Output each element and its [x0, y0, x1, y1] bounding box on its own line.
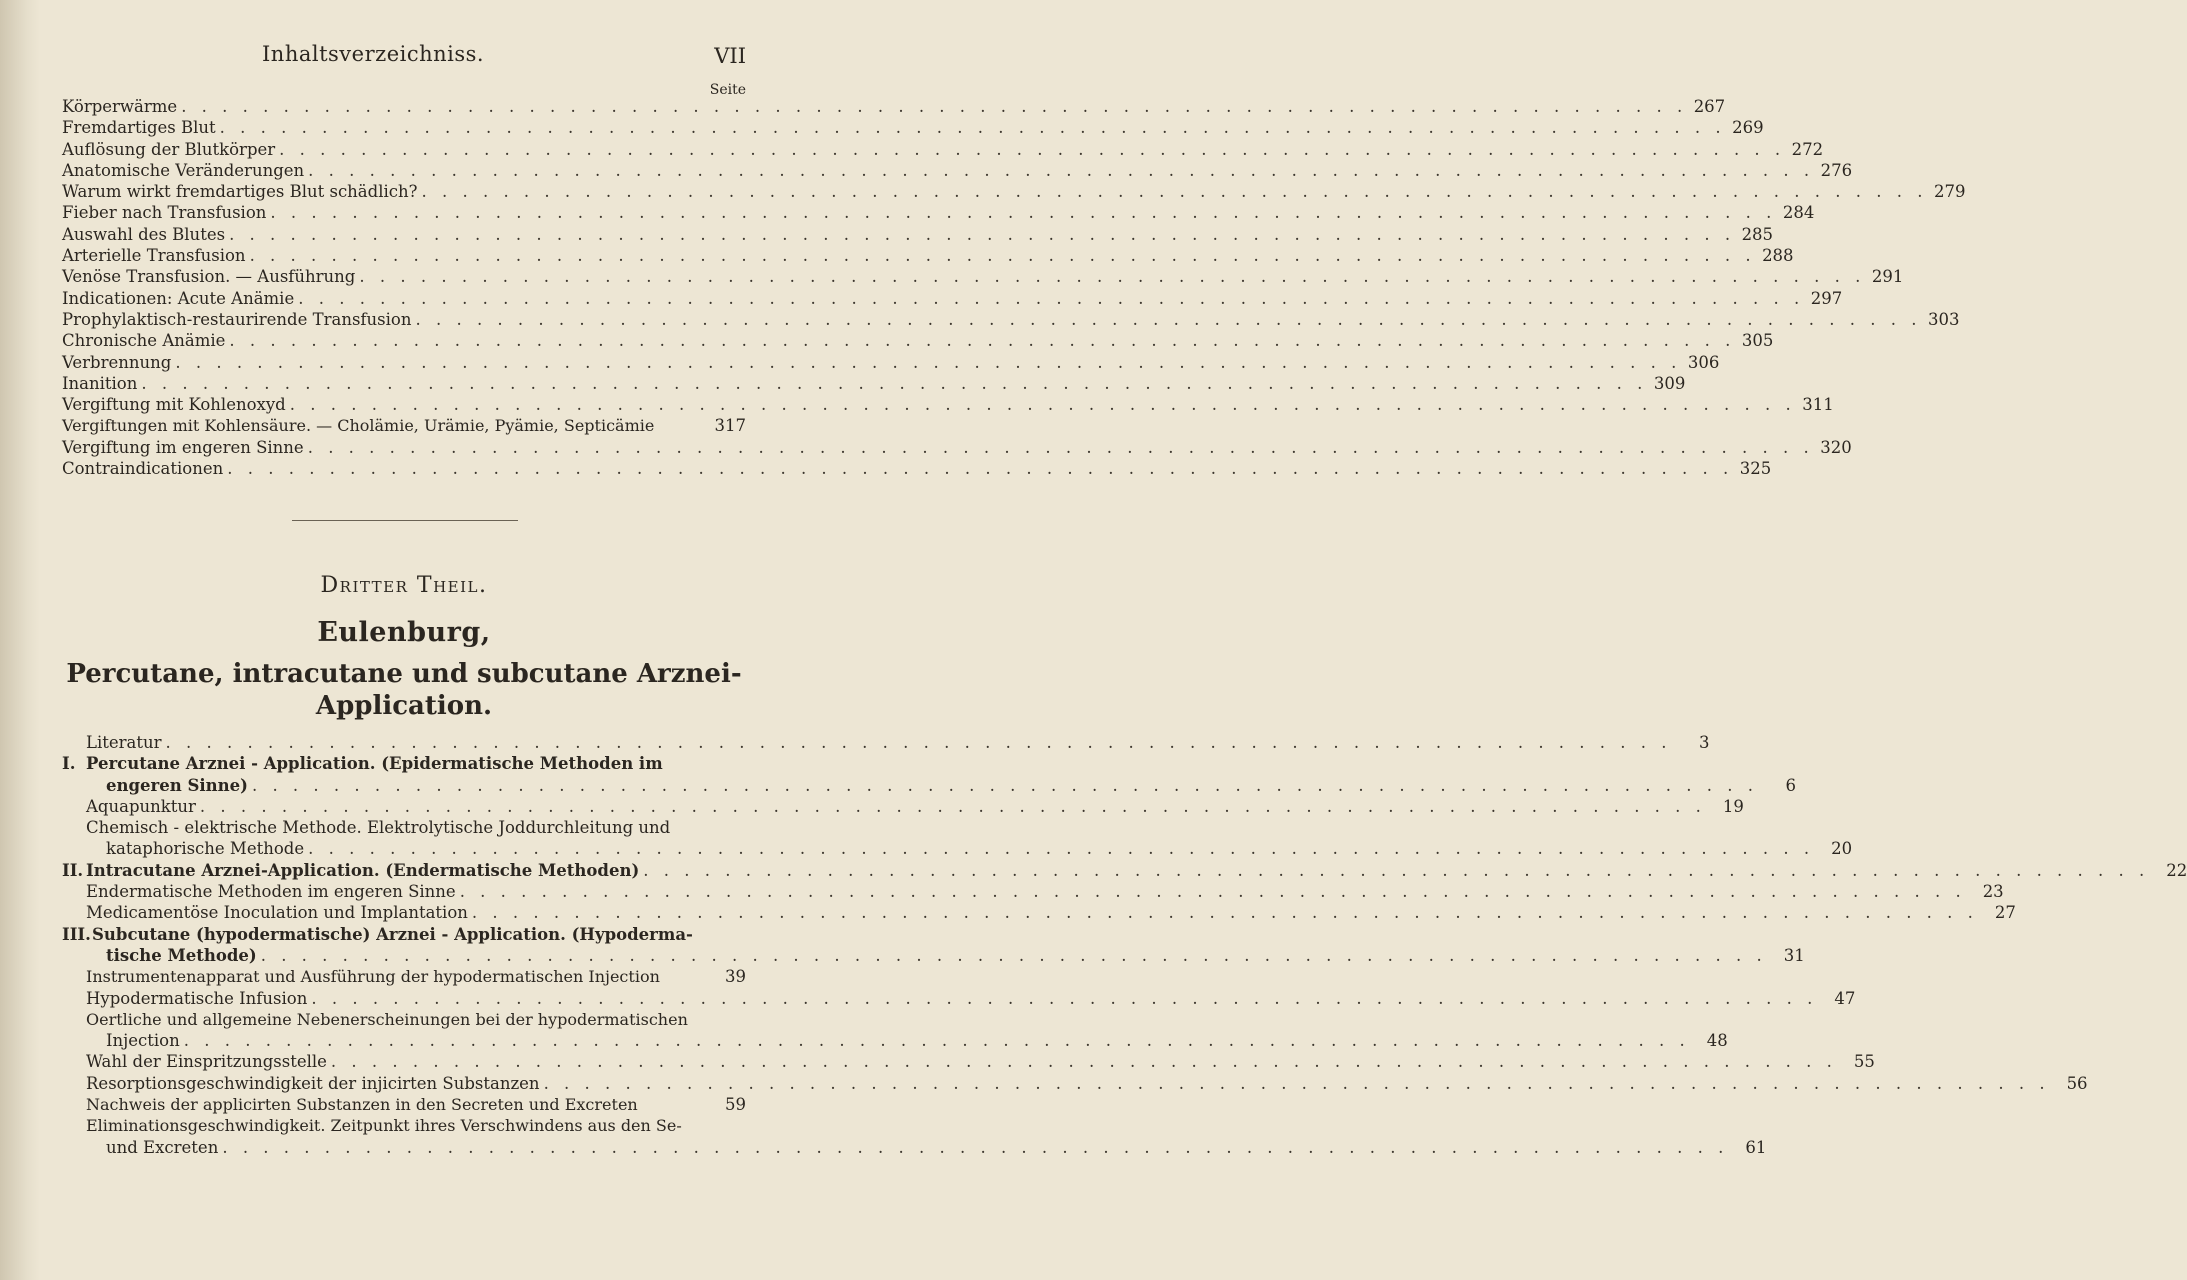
part-title: Dritter Theil.: [320, 573, 488, 598]
toc-bottom: [62, 732, 2187, 1158]
toc-page: 320: [1820, 437, 1852, 457]
toc-label: Nachweis der applicirten Substanzen in den Secreten und Excreten: [86, 1095, 638, 1115]
roman-numeral: II.: [62, 860, 84, 880]
toc-page: 23: [1982, 882, 2004, 902]
toc-label: Auswahl des Blutes: [62, 224, 226, 244]
toc-label: Venöse Transfusion. — Ausführung: [62, 267, 356, 287]
toc-label: Anatomische Veränderungen: [62, 160, 305, 180]
toc-entry: [62, 309, 1960, 330]
toc-entry: [62, 966, 746, 987]
toc-label: engeren Sinne): [106, 775, 248, 795]
section-title: [62, 658, 746, 722]
toc-page: 22: [2166, 860, 2187, 880]
toc-entry: [62, 415, 746, 436]
leader-dots: [286, 394, 1800, 415]
toc-entry: [62, 796, 1744, 817]
toc-page: 306: [1687, 352, 1720, 372]
leader-dots: [180, 1030, 1694, 1051]
toc-entry: [62, 732, 1710, 753]
toc-label: Eliminationsgeschwindigkeit. Zeitpunkt ihres Verschwindens aus den Se-: [86, 1116, 682, 1136]
toc-label: kataphorische Methode: [106, 839, 305, 859]
toc-label: Endermatische Methoden im engeren Sinne: [86, 882, 456, 902]
toc-entry: [62, 160, 1853, 181]
toc-entry: [62, 881, 2004, 902]
leader-dots: [411, 309, 1925, 330]
toc-label: Literatur: [86, 733, 162, 752]
toc-entry: [62, 139, 1824, 160]
toc-label: Resorptionsgeschwindigkeit der injicirten Substanzen: [86, 1073, 540, 1093]
toc-label: Arterielle Transfusion: [62, 246, 246, 266]
toc-page: 311: [1802, 395, 1834, 415]
leader-dots: [137, 373, 1651, 394]
toc-label: und Excreten: [106, 1137, 219, 1157]
leader-dots: [223, 458, 1737, 479]
toc-label: Instrumentenapparat und Ausführung der hypodermatischen Injection: [86, 967, 660, 987]
leader-dots: [468, 902, 1982, 923]
leader-dots: [327, 1051, 1841, 1072]
toc-label: Warum wirkt fremdartiges Blut schädlich?: [62, 182, 418, 202]
toc-top: [62, 96, 1966, 479]
toc-entry: [62, 245, 1794, 266]
toc-label: Vergiftung im engeren Sinne: [62, 437, 304, 457]
toc-entry: [62, 753, 746, 774]
toc-page: 297: [1810, 288, 1843, 308]
toc-entry: [62, 458, 1772, 479]
author-name: Eulenburg,: [317, 617, 491, 648]
toc-label: Chronische Anämie: [62, 331, 226, 351]
toc-label: Indicationen: Acute Anämie: [62, 288, 295, 308]
leader-dots: [275, 139, 1789, 160]
toc-page: 3: [1699, 733, 1710, 752]
toc-page: 39: [725, 967, 746, 987]
toc-page: 279: [1933, 182, 1966, 202]
toc-page: 61: [1745, 1137, 1767, 1157]
toc-label: Inanition: [62, 373, 138, 393]
toc-entry: [62, 373, 1686, 394]
leader-dots: [171, 352, 1685, 373]
toc-label: Aquapunktur: [86, 796, 196, 816]
toc-page: 20: [1831, 839, 1853, 859]
toc-entry: [62, 202, 1815, 223]
toc-label: Subcutane (hypodermatische) Arznei - Application. (Hypoderma-: [92, 924, 693, 944]
toc-entry: [62, 117, 1764, 138]
toc-page: 31: [1783, 945, 1805, 965]
section-title-line: Percutane, intracutane und subcutane Arznei-: [66, 659, 742, 689]
toc-entry: [62, 437, 1852, 458]
roman-numeral: III.: [62, 924, 91, 944]
toc-entry: [62, 1115, 746, 1136]
toc-label: Körperwärme: [62, 97, 178, 116]
leader-dots: [304, 437, 1818, 458]
toc-page: 47: [1834, 988, 1856, 1008]
toc-page: 317: [714, 416, 746, 436]
leader-dots: [307, 988, 1821, 1009]
leader-dots: [257, 945, 1771, 966]
leader-dots: [639, 860, 2153, 881]
toc-page: 288: [1762, 246, 1794, 266]
section-title-line: Application.: [315, 691, 493, 721]
leader-dots: [456, 881, 1970, 902]
toc-page: 309: [1653, 373, 1686, 393]
leader-dots: [216, 117, 1730, 138]
toc-label: Injection: [106, 1031, 180, 1051]
toc-entry: [62, 288, 1843, 309]
leader-dots: [225, 224, 1739, 245]
toc-label: tische Methode): [106, 945, 257, 965]
toc-page: 56: [2066, 1073, 2088, 1093]
toc-label: Percutane Arznei - Application. (Epidermatische Methoden im: [86, 754, 663, 774]
page-number: VII: [714, 44, 746, 68]
toc-page: 55: [1853, 1052, 1875, 1072]
toc-page: 269: [1732, 118, 1764, 138]
leader-dots: [218, 1137, 1732, 1158]
toc-page: 48: [1706, 1031, 1728, 1051]
leader-dots: [162, 732, 1676, 753]
toc-label: Vergiftungen mit Kohlensäure. — Cholämie, Urämie, Pyämie, Septicämie: [62, 416, 655, 436]
toc-page: 6: [1785, 775, 1796, 795]
toc-entry: [62, 860, 2187, 881]
toc-page: 325: [1739, 459, 1772, 479]
toc-entry-continuation: [62, 1137, 1767, 1158]
toc-label: Hypodermatische Infusion: [86, 988, 308, 1008]
toc-entry: [62, 1094, 746, 1115]
leader-dots: [246, 245, 1760, 266]
seite-label: Seite: [709, 82, 746, 98]
toc-entry: [62, 330, 1774, 351]
toc-label: Vergiftung mit Kohlenoxyd: [62, 395, 286, 415]
toc-entry: [62, 96, 1726, 117]
leader-dots: [225, 330, 1739, 351]
leader-dots: [248, 775, 1762, 796]
toc-entry: [62, 902, 2016, 923]
running-head: [62, 42, 746, 72]
toc-entry: [62, 1051, 1875, 1072]
toc-label: Verbrennung: [62, 352, 172, 372]
toc-entry: [62, 224, 1774, 245]
running-title: Inhaltsverzeichniss.: [262, 42, 485, 66]
leader-dots: [304, 160, 1818, 181]
toc-label: Auflösung der Blutkörper: [62, 139, 276, 159]
toc-label: Fremdartiges Blut: [62, 118, 216, 138]
toc-entry: [62, 352, 1720, 373]
leader-dots: [266, 202, 1780, 223]
leader-dots: [417, 181, 1931, 202]
toc-entry: [62, 1073, 2088, 1094]
section-divider: [292, 520, 518, 521]
toc-page: 267: [1693, 97, 1726, 116]
toc-entry: [62, 817, 746, 838]
toc-entry: [62, 988, 1856, 1009]
toc-page: 285: [1741, 224, 1774, 244]
toc-label: Oertliche und allgemeine Nebenerscheinungen bei der hypodermatischen: [86, 1009, 688, 1029]
toc-page: 284: [1782, 203, 1815, 223]
toc-entry: [62, 181, 1966, 202]
toc-label: Medicamentöse Inoculation und Implantation: [86, 903, 468, 923]
toc-page: 59: [725, 1095, 746, 1115]
toc-label: Prophylaktisch-restaurirende Transfusion: [62, 309, 412, 329]
toc-entry-continuation: [62, 775, 1796, 796]
toc-label: Intracutane Arznei-Application. (Endermatische Methoden): [86, 860, 640, 880]
toc-page: 291: [1871, 267, 1904, 287]
leader-dots: [304, 838, 1818, 859]
roman-numeral: I.: [62, 754, 76, 774]
page-gutter-shadow: [0, 0, 40, 1280]
toc-entry: [62, 1009, 746, 1030]
toc-entry: [62, 924, 746, 945]
toc-page: 272: [1791, 139, 1824, 159]
toc-entry: [62, 266, 1904, 287]
leader-dots: [177, 96, 1691, 117]
toc-entry-continuation: [62, 838, 1853, 859]
leader-dots: [540, 1073, 2054, 1094]
toc-label: Contraindicationen: [62, 459, 224, 479]
toc-page: 276: [1820, 160, 1853, 180]
leader-dots: [196, 796, 1710, 817]
leader-dots: [355, 266, 1869, 287]
toc-entry-continuation: [62, 1030, 1728, 1051]
toc-entry-continuation: [62, 945, 1805, 966]
toc-label: Wahl der Einspritzungsstelle: [86, 1052, 327, 1072]
toc-page: 305: [1741, 331, 1774, 351]
toc-label: Chemisch - elektrische Methode. Elektrolytische Joddurchleitung und: [86, 818, 671, 838]
toc-page: 27: [1994, 903, 2016, 923]
toc-page: 303: [1927, 309, 1960, 329]
toc-page: 19: [1722, 796, 1744, 816]
toc-label: Fieber nach Transfusion: [62, 203, 267, 223]
leader-dots: [294, 288, 1808, 309]
toc-entry: [62, 394, 1834, 415]
